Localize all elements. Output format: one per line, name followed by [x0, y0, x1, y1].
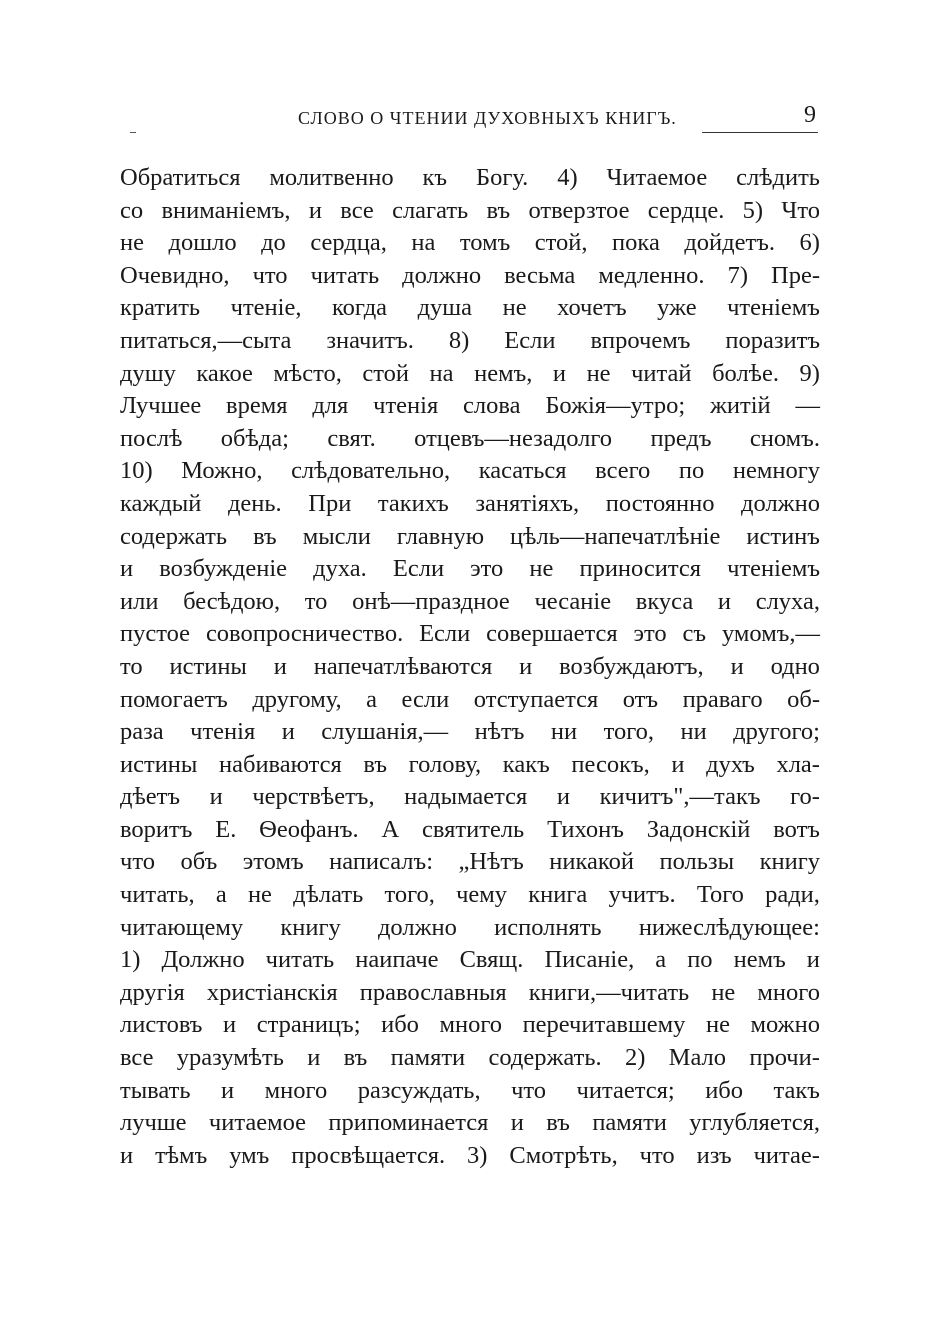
running-title: СЛОВО О ЧТЕНИИ ДУХОВНЫХЪ КНИГЪ. [298, 108, 677, 128]
text-line: или бесѣдою, то онѣ—праздное чесаніе вкуса и слуха, [120, 587, 820, 615]
text-line: Обратиться молитвенно къ Богу. 4) Читаемое слѣдить [120, 164, 820, 191]
text-line: истины набиваются въ голову, какъ песокъ, и духъ хла- [120, 750, 820, 778]
text-line: каждый день. При такихъ занятіяхъ, постоянно должно [120, 489, 820, 517]
running-header [130, 102, 818, 142]
text-line: лучше читаемое припоминается и въ памяти углубляется, [120, 1109, 820, 1137]
text-line: Очевидно, что читать должно весьма медленно. 7) Пре- [120, 261, 820, 289]
text-line: питаться,—сыта значитъ. 8) Если впрочемъ поразитъ [120, 326, 820, 354]
text-line: послѣ обѣда; свят. отцевъ—незадолго предъ сномъ. [120, 424, 820, 452]
text-line: и тѣмъ умъ просвѣщается. 3) Смотрѣть, что изъ читае- [120, 1141, 820, 1169]
text-line: тывать и много разсуждать, что читается; ибо такъ [120, 1076, 820, 1104]
text-line: не дошло до сердца, на томъ стой, пока дойдетъ. 6) [120, 229, 820, 257]
text-line: читающему книгу должно исполнять нижеслѣдующее: [120, 913, 820, 941]
text-line: содержать въ мысли главную цѣль—напечатлѣніе истинъ [120, 522, 820, 550]
page-body-text [120, 162, 820, 1172]
text-line: читать, а не дѣлать того, чему книга учитъ. Того ради, [120, 881, 820, 909]
text-line: Лучшее время для чтенія слова Божія—утро; житій — [120, 392, 820, 420]
header-rule [702, 132, 818, 133]
text-line: помогаетъ другому, а если отступается отъ праваго об- [120, 685, 820, 713]
text-line: раза чтенія и слушанія,— нѣтъ ни того, ни другого; [120, 718, 820, 746]
text-line: 10) Можно, слѣдовательно, касаться всего по немногу [120, 457, 820, 485]
text-line: пустое совопросничество. Если совершается это съ умомъ,— [120, 620, 820, 648]
text-line: что объ этомъ написалъ: „Нѣтъ никакой пользы книгу [120, 848, 820, 876]
text-line: воритъ Е. Ѳеофанъ. А святитель Тихонъ Задонскій вотъ [120, 815, 820, 843]
text-line: и возбужденіе духа. Если это не приносится чтеніемъ [120, 555, 820, 583]
text-line: 1) Должно читать наипаче Свящ. Писаніе, а по немъ и [120, 946, 820, 974]
text-line: со вниманіемъ, и все слагать въ отверзтое сердце. 5) Что [120, 196, 820, 224]
page-number: 9 [804, 102, 816, 128]
text-line: кратить чтеніе, когда душа не хочетъ уже чтеніемъ [120, 294, 820, 322]
text-line: то истины и напечатлѣваются и возбуждаютъ, и одно [120, 652, 820, 680]
header-dash-mark [130, 132, 136, 133]
text-line: дѣетъ и черствѣетъ, надымается и кичитъ",—такъ го- [120, 783, 820, 811]
text-line: душу какое мѣсто, стой на немъ, и не читай болѣе. 9) [120, 359, 820, 387]
text-line: листовъ и страницъ; ибо много перечитавшему не можно [120, 1011, 820, 1039]
text-line: другія христіанскія православныя книги,—читать не много [120, 978, 820, 1006]
text-line: все уразумѣть и въ памяти содержать. 2) Мало прочи- [120, 1044, 820, 1072]
